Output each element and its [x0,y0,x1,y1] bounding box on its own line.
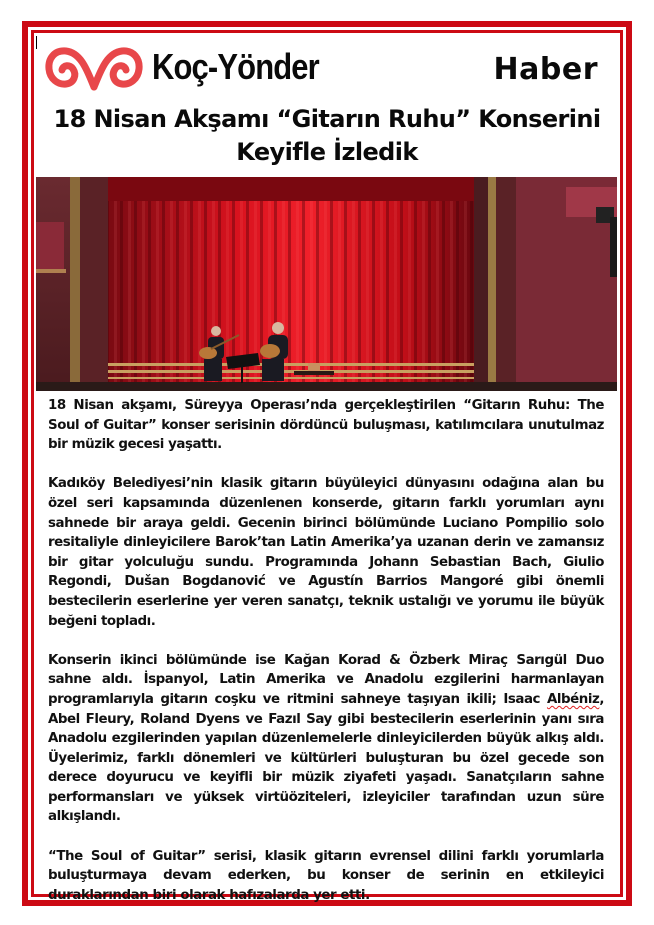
brand-name: Koç-Yönder [152,46,319,87]
page-title [36,103,618,169]
spellcheck-flagged-word[interactable]: Albéniz [546,691,600,707]
section-label: Haber [493,52,598,87]
paragraph-2: Kadıköy Belediyesi’nin klasik gitarın büyüleyici dünyasını odağına alan bu özel seri kapsamında düzenlenen konserde, gitarın farklı yorumları aynı sahnede bir araya geldi. Gecenin birinci bölümünde Luciano Pompilio solo resitaliyle dinleyicilere Barok’tan Latin Amerika’ya uzanan derin ve zamansız bir gitar yolculuğu sundu. Programında Johann Sebastian Bach, Giulio Regondi, Dušan Bogdanović ve Agustín Barrios Mangoré gibi önemli bestecilerin eserlerine yer veren sanatçı, teknik ustalığı ve yorumu ile büyük beğeni topladı. [48,476,604,629]
koc-ram-horn-logo-icon [44,43,144,95]
paragraph-3-text-a: Konserin ikinci bölümünde ise Kağan Korad & Özberk Miraç Sarıgül Duo sahne aldı. İspanyol, Latin Amerika ve Anadolu ezgilerini harmanlayan programlarıyla gitarın coşku ve ritmini sahneye taşıyan ikili; Isaac [48,652,604,707]
article-body [48,396,604,925]
concert-photo [36,177,617,391]
paragraph-3-text-b: , Abel Fleury, Roland Dyens ve Fazıl Say gibi bestecilerin eserlerinin yanı sıra Anadolu ezgilerinden yapılan düzenlemelerle dinleyicilerden büyük alkış aldı. Üyelerimiz, farklı dönemleri ve kültürleri buluşturan bu özel gecede son derece doyurucu ve keyifli bir müzik ziyafeti yaşadı. Sanatçıların sahne performansları ve yüksek virtüöziteleri, izleyiciler tarafından uzun süre alkışlandı. [48,691,604,825]
text-cursor [36,36,37,49]
paragraph-4: “The Soul of Guitar” serisi, klasik gitarın evrensel dilini farklı yorumlarla buluşturmaya devam ederken, bu konser de serinin en etkileyici duraklarından biri olarak hafızalarda yer etti. [48,848,604,903]
paragraph-3 [48,651,604,827]
concert-stage-image [36,177,617,391]
title-line-1: 18 Nisan Akşamı “Gitarın Ruhu” Konserini [53,105,601,133]
paragraph-1: 18 Nisan akşamı, Süreyya Operası’nda gerçekleştirilen “Gitarın Ruhu: The Soul of Guitar” konser serisinin dördüncü buluşması, katılımcılara unutulmaz bir müzik gecesi yaşattı. [48,398,604,453]
title-line-2: Keyifle İzledik [236,138,418,166]
